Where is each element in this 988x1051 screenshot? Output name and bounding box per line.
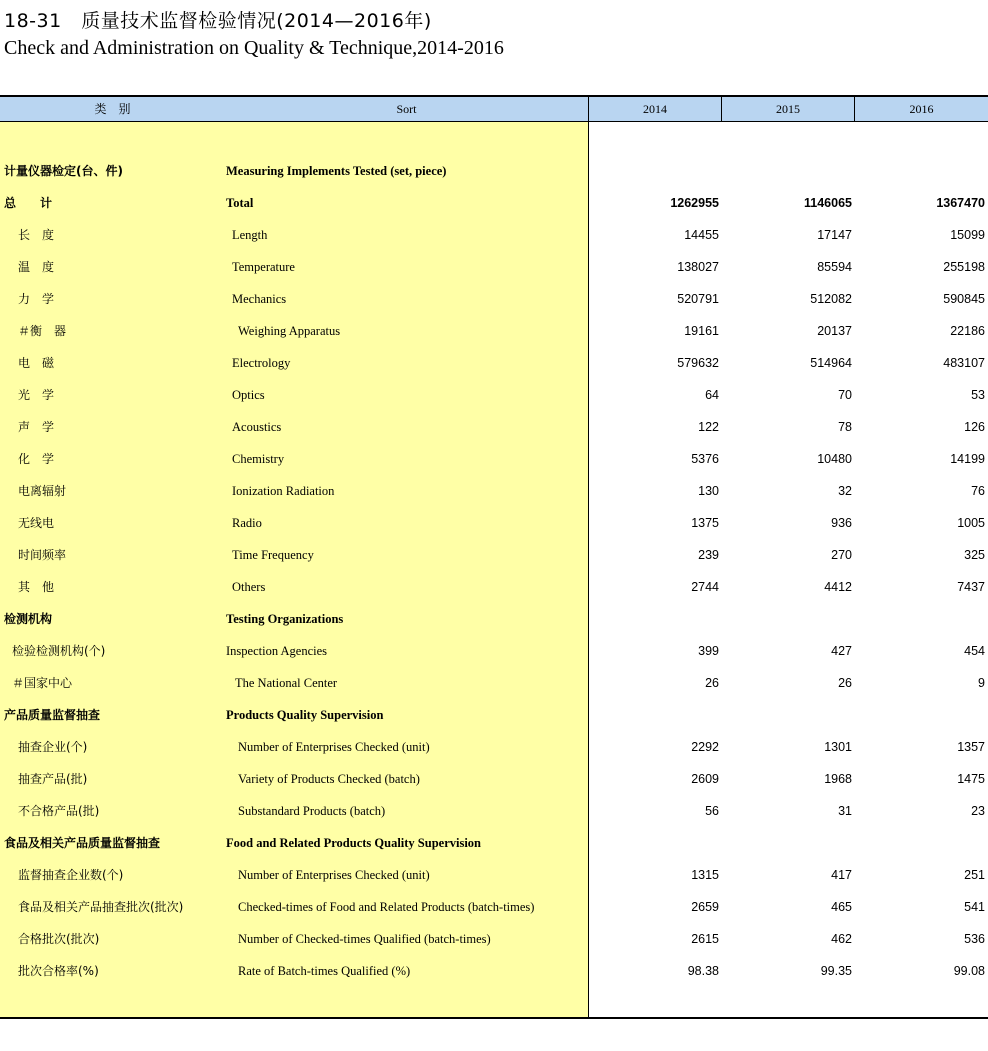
value-cell-2015: 936 xyxy=(831,516,852,530)
table-row xyxy=(0,795,988,827)
row-label-en: The National Center xyxy=(235,676,338,690)
row-label-en: Acoustics xyxy=(232,420,282,434)
table-bottom-rule xyxy=(0,1017,988,1019)
page-title-en: Check and Administration on Quality & Technique,2014-2016 xyxy=(4,37,504,59)
value-cell-2014 xyxy=(589,827,719,859)
table-row xyxy=(0,219,988,251)
table-row xyxy=(0,539,988,571)
value-cell-2016: 23 xyxy=(971,804,985,818)
value-cell-2016 xyxy=(855,827,985,859)
value-cell-2016: 14199 xyxy=(950,452,985,466)
row-label-cn: 时间频率 xyxy=(18,548,67,562)
row-label-cn: 声 学 xyxy=(18,420,55,434)
row-label-cn: 化 学 xyxy=(18,452,55,466)
value-cell-2015 xyxy=(722,827,852,859)
row-label-en: Mechanics xyxy=(232,292,287,306)
row-label-en: Length xyxy=(232,228,268,242)
table-row xyxy=(0,827,988,859)
value-cell-2016: 325 xyxy=(964,548,985,562)
row-label-en: Weighing Apparatus xyxy=(238,324,341,338)
value-cell-2015: 32 xyxy=(838,484,852,498)
value-cell-2016: 1357 xyxy=(957,740,985,754)
table-row xyxy=(0,155,988,187)
value-cell-2014: 98.38 xyxy=(687,964,719,978)
value-cell-2015: 85594 xyxy=(817,260,852,274)
row-label-en: Products Quality Supervision xyxy=(226,708,384,722)
table-row xyxy=(0,315,988,347)
value-cell-2014: 520791 xyxy=(677,292,719,306)
row-label-en: Optics xyxy=(232,388,265,402)
table-row xyxy=(0,571,988,603)
row-label-en: Checked-times of Food and Related Products (batch-times) xyxy=(238,900,535,914)
header-year-2015: 2015 xyxy=(776,102,800,116)
row-label-cn: 产品质量监督抽查 xyxy=(4,708,101,722)
table-row xyxy=(0,859,988,891)
value-cell-2014 xyxy=(589,603,719,635)
row-label-en: Rate of Batch-times Qualified (%) xyxy=(238,964,411,978)
table-row xyxy=(0,603,988,635)
value-cell-2014: 2609 xyxy=(691,772,719,786)
value-cell-2016: 1367470 xyxy=(936,196,985,210)
value-cell-2015: 78 xyxy=(838,420,852,434)
row-label-cn: 无线电 xyxy=(18,516,55,530)
table-header xyxy=(0,95,988,122)
value-cell-2015: 4412 xyxy=(824,580,852,594)
row-label-cn: 温 度 xyxy=(18,260,55,274)
row-label-cn: 抽查产品(批) xyxy=(18,772,88,786)
row-label-cn: 监督抽查企业数(个) xyxy=(18,868,124,882)
table-row xyxy=(0,667,988,699)
row-label-cn: 批次合格率(%) xyxy=(18,964,99,978)
table-row xyxy=(0,475,988,507)
value-cell-2016 xyxy=(855,603,985,635)
value-cell-2016: 1475 xyxy=(957,772,985,786)
row-label-cn: 电离辐射 xyxy=(18,484,67,498)
value-cell-2014 xyxy=(589,155,719,187)
row-label-cn: 电 磁 xyxy=(18,356,55,370)
value-cell-2015: 512082 xyxy=(810,292,852,306)
value-cell-2015: 427 xyxy=(831,644,852,658)
row-label-cn: 不合格产品(批) xyxy=(18,804,100,818)
value-cell-2016: 541 xyxy=(964,900,985,914)
value-cell-2016 xyxy=(855,699,985,731)
row-label-en: Ionization Radiation xyxy=(232,484,335,498)
value-cell-2016 xyxy=(855,155,985,187)
value-cell-2016: 76 xyxy=(971,484,985,498)
table-row xyxy=(0,187,988,219)
value-cell-2015: 465 xyxy=(831,900,852,914)
row-label-en: Chemistry xyxy=(232,452,285,466)
table-row xyxy=(0,379,988,411)
value-cell-2014: 19161 xyxy=(684,324,719,338)
row-label-cn: 光 学 xyxy=(18,388,55,402)
value-cell-2014: 2744 xyxy=(691,580,719,594)
value-cell-2016: 251 xyxy=(964,868,985,882)
value-cell-2016: 454 xyxy=(964,644,985,658)
value-cell-2015: 514964 xyxy=(810,356,852,370)
value-cell-2016: 255198 xyxy=(943,260,985,274)
row-label-cn: ＃衡 器 xyxy=(18,324,67,338)
value-cell-2014: 1315 xyxy=(691,868,719,882)
table-row xyxy=(0,411,988,443)
value-cell-2014: 64 xyxy=(705,388,719,402)
value-cell-2015: 417 xyxy=(831,868,852,882)
value-cell-2016: 1005 xyxy=(957,516,985,530)
table-row xyxy=(0,699,988,731)
row-label-cn: 抽查企业(个) xyxy=(18,740,88,754)
value-cell-2014: 239 xyxy=(698,548,719,562)
row-label-en: Number of Enterprises Checked (unit) xyxy=(238,868,430,882)
row-label-en: Measuring Implements Tested (set, piece) xyxy=(226,164,447,178)
value-cell-2014: 130 xyxy=(698,484,719,498)
value-cell-2015: 17147 xyxy=(817,228,852,242)
value-cell-2015: 1146065 xyxy=(804,196,852,210)
row-label-cn: 总 计 xyxy=(4,196,53,210)
value-cell-2014 xyxy=(589,699,719,731)
row-label-en: Temperature xyxy=(232,260,295,274)
value-cell-2016: 9 xyxy=(978,676,985,690)
value-cell-2016: 15099 xyxy=(950,228,985,242)
table-row xyxy=(0,891,988,923)
row-label-en: Number of Enterprises Checked (unit) xyxy=(238,740,430,754)
row-label-en: Testing Organizations xyxy=(226,612,344,626)
value-cell-2016: 483107 xyxy=(943,356,985,370)
row-label-cn: 检测机构 xyxy=(4,612,53,626)
row-label-en: Variety of Products Checked (batch) xyxy=(238,772,420,786)
row-label-cn: 长 度 xyxy=(18,228,55,242)
value-cell-2014: 1262955 xyxy=(670,196,719,210)
value-cell-2015: 99.35 xyxy=(820,964,852,978)
value-cell-2015: 70 xyxy=(838,388,852,402)
table-row xyxy=(0,283,988,315)
value-cell-2014: 138027 xyxy=(677,260,719,274)
value-cell-2016: 7437 xyxy=(957,580,985,594)
value-cell-2015 xyxy=(722,603,852,635)
value-cell-2014: 399 xyxy=(698,644,719,658)
value-cell-2014: 1375 xyxy=(691,516,719,530)
row-label-cn: 食品及相关产品质量监督抽查 xyxy=(4,836,161,850)
table-row xyxy=(0,635,988,667)
row-label-en: Inspection Agencies xyxy=(226,644,328,658)
row-label-cn: 食品及相关产品抽查批次(批次) xyxy=(18,900,184,914)
value-cell-2016: 53 xyxy=(971,388,985,402)
value-cell-2015 xyxy=(722,155,852,187)
value-cell-2014: 579632 xyxy=(677,356,719,370)
value-cell-2016: 590845 xyxy=(943,292,985,306)
value-cell-2015: 20137 xyxy=(817,324,852,338)
row-label-en: Number of Checked-times Qualified (batch-times) xyxy=(238,932,491,946)
value-cell-2016: 99.08 xyxy=(953,964,985,978)
header-year-2014: 2014 xyxy=(643,102,667,116)
value-cell-2015 xyxy=(722,699,852,731)
header-category-cn: 类 别 xyxy=(94,102,131,116)
value-cell-2014: 2292 xyxy=(691,740,719,754)
value-cell-2014: 122 xyxy=(698,420,719,434)
value-cell-2015: 26 xyxy=(838,676,852,690)
row-label-cn: 计量仪器检定(台、件) xyxy=(4,164,123,178)
table-row xyxy=(0,507,988,539)
value-cell-2014: 2659 xyxy=(691,900,719,914)
page-title-cn: 18-31 质量技术监督检验情况(2014—2016年) xyxy=(4,10,432,32)
row-label-cn: ＃国家中心 xyxy=(12,676,73,690)
value-cell-2014: 2615 xyxy=(691,932,719,946)
row-label-en: Others xyxy=(232,580,266,594)
table-row xyxy=(0,443,988,475)
row-label-en: Radio xyxy=(232,516,262,530)
row-label-en: Substandard Products (batch) xyxy=(238,804,386,818)
row-label-en: Electrology xyxy=(232,356,291,370)
table-row xyxy=(0,251,988,283)
value-cell-2015: 1301 xyxy=(824,740,852,754)
table-row xyxy=(0,731,988,763)
row-label-cn: 检验检测机构(个) xyxy=(12,644,106,658)
row-label-cn: 合格批次(批次) xyxy=(18,932,100,946)
row-label-cn: 其 他 xyxy=(18,580,55,594)
row-label-en: Food and Related Products Quality Supervision xyxy=(226,836,482,850)
value-cell-2016: 126 xyxy=(964,420,985,434)
table-row xyxy=(0,347,988,379)
table-row xyxy=(0,923,988,955)
value-cell-2015: 1968 xyxy=(824,772,852,786)
value-cell-2016: 536 xyxy=(964,932,985,946)
value-cell-2014: 26 xyxy=(705,676,719,690)
value-cell-2014: 5376 xyxy=(691,452,719,466)
value-cell-2014: 56 xyxy=(705,804,719,818)
header-year-2016: 2016 xyxy=(909,102,934,116)
value-cell-2015: 31 xyxy=(838,804,852,818)
row-label-en: Total xyxy=(226,196,254,210)
value-cell-2014: 14455 xyxy=(684,228,719,242)
row-label-cn: 力 学 xyxy=(18,292,55,306)
header-sort: Sort xyxy=(396,102,417,116)
row-label-en: Time Frequency xyxy=(232,548,314,562)
table-row xyxy=(0,955,988,987)
value-cell-2016: 22186 xyxy=(950,324,985,338)
table-row xyxy=(0,763,988,795)
value-cell-2015: 10480 xyxy=(817,452,852,466)
value-cell-2015: 270 xyxy=(831,548,852,562)
value-cell-2015: 462 xyxy=(831,932,852,946)
